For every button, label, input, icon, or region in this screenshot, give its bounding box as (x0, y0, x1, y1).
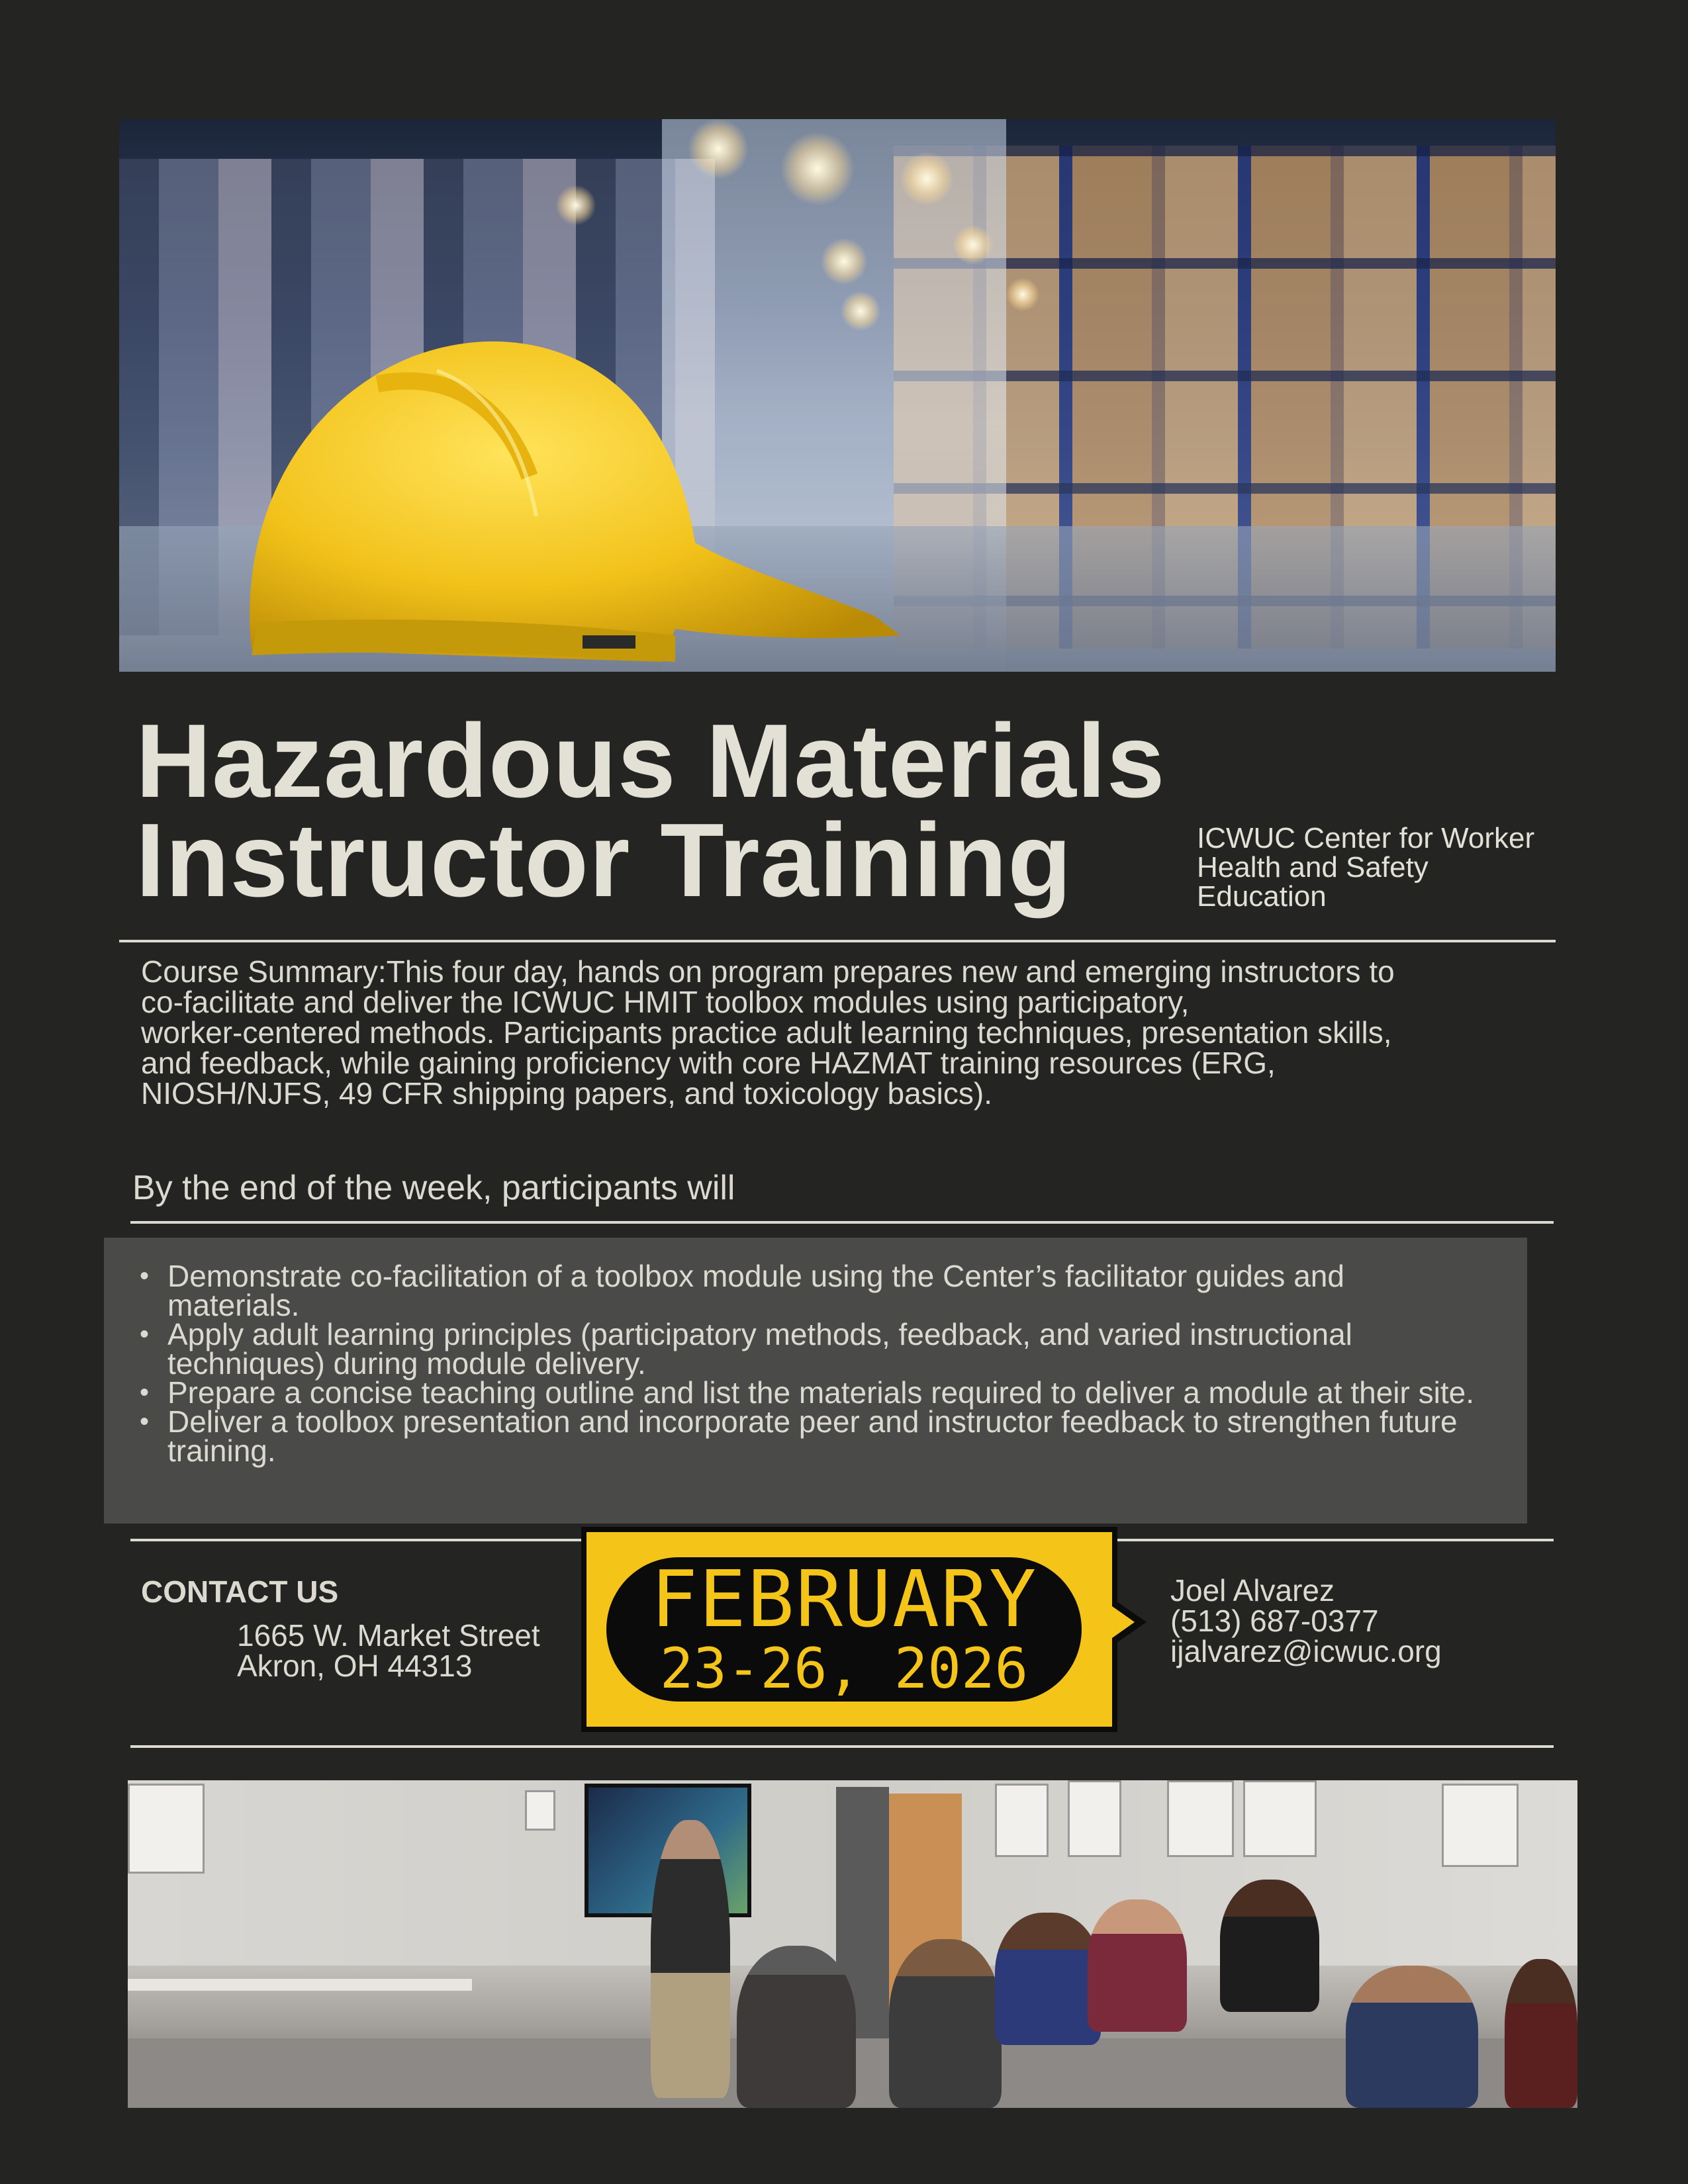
organization-name (1197, 824, 1568, 911)
summary-line: and feedback, while gaining proficiency with core HAZMAT training resources (ERG, (141, 1046, 1276, 1080)
divider-contact-bottom (130, 1745, 1554, 1748)
divider-title (119, 940, 1556, 942)
course-summary (141, 956, 1558, 1109)
summary-line: NIOSH/NJFS, 49 CFR shipping papers, and toxicology basics). (141, 1076, 992, 1111)
org-line-1: ICWUC Center for Worker (1197, 822, 1535, 854)
contact-heading: CONTACT US (141, 1574, 339, 1609)
summary-line: worker-centered methods. Participants practice adult learning techniques, presentation skills, (141, 1015, 1392, 1050)
objective-item: • Prepare a concise teaching outline and list the materials required to deliver a module at their site. (167, 1378, 1485, 1407)
contact-person (1170, 1575, 1442, 1666)
contact-address (237, 1620, 540, 1681)
title-line-2: Instructor Training (136, 802, 1072, 919)
summary-line: co-facilitate and deliver the ICWUC HMIT toolbox modules using participatory, (141, 985, 1190, 1019)
hero-warehouse-photo (119, 119, 1556, 672)
date-pill (606, 1553, 1082, 1702)
org-line-2: Health and Safety (1197, 851, 1429, 884)
objective-item: • Deliver a toolbox presentation and incorporate peer and instructor feedback to strengthen future training. (167, 1407, 1485, 1465)
page-title (136, 703, 1228, 919)
summary-line: Course Summary:This four day, hands on program prepares new and emerging instructors to (141, 954, 1395, 989)
address-line-1: 1665 W. Market Street (237, 1618, 540, 1653)
contact-name: Joel Alvarez (1170, 1573, 1335, 1608)
date-badge (581, 1527, 1117, 1732)
divider-objectives (130, 1221, 1554, 1224)
objectives-list (104, 1238, 1527, 1468)
objective-item: • Apply adult learning principles (participatory methods, feedback, and varied instructional techniques) during module delivery. (167, 1320, 1485, 1378)
date-days: 23-26, 2026 (659, 1636, 1029, 1701)
objectives-intro: By the end of the week, participants will (132, 1169, 735, 1207)
date-badge-pointer-fill (1112, 1606, 1135, 1638)
contact-email[interactable]: ijalvarez@icwuc.org (1170, 1634, 1442, 1668)
objectives-box (104, 1238, 1527, 1524)
title-line-1: Hazardous Materials (136, 703, 1166, 819)
org-line-3: Education (1197, 880, 1327, 913)
contact-phone[interactable]: (513) 687-0377 (1170, 1604, 1379, 1638)
objective-item: • Demonstrate co-facilitation of a toolbox module using the Center’s facilitator guides and materials. (167, 1261, 1485, 1320)
date-month: FEBRUARY (650, 1553, 1038, 1645)
classroom-photo (128, 1780, 1577, 2108)
address-line-2: Akron, OH 44313 (237, 1649, 473, 1683)
hard-hat-icon (212, 304, 914, 672)
